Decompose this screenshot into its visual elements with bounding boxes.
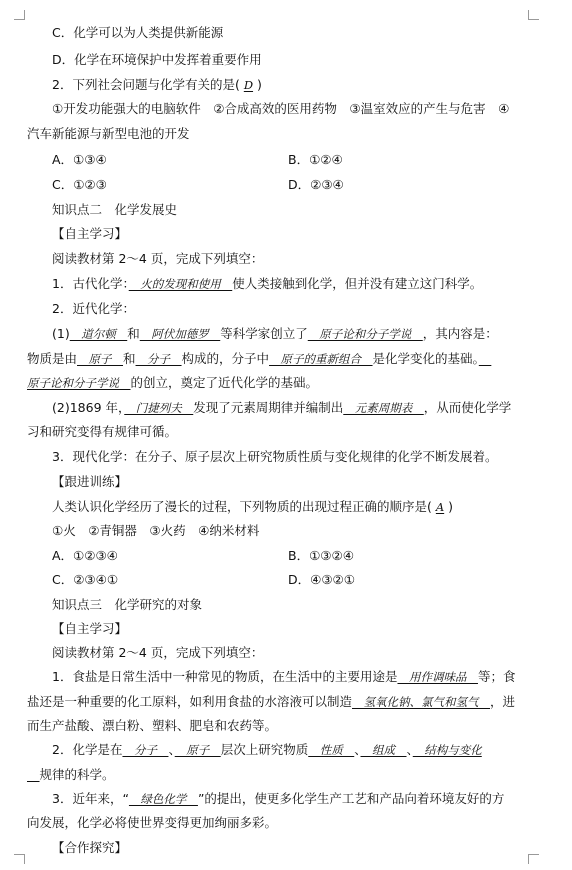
answer-blank: 原子 xyxy=(77,352,124,366)
choice-option: B．①③②④ xyxy=(288,548,354,563)
text-segment: 、 xyxy=(168,742,175,757)
text-segment: ) xyxy=(444,499,454,514)
answer-blank: 原子论和分子学说 xyxy=(307,327,423,341)
answer-blank: 分子 xyxy=(122,743,169,757)
text-segment: 1．食盐是日常生活中一种常见的物质，在生活中的主要用途是 xyxy=(52,669,398,684)
text-segment: C．①②③ xyxy=(52,177,107,192)
text-segment: ，其内容是： xyxy=(422,326,498,341)
text-line xyxy=(52,177,107,193)
text-line xyxy=(52,474,127,490)
text-line xyxy=(27,126,190,142)
text-segment: C．②③④① xyxy=(52,572,119,587)
text-segment: 【跟进训练】 xyxy=(52,474,128,489)
text-line xyxy=(52,840,127,856)
text-line xyxy=(52,25,223,41)
text-segment: 【合作探究】 xyxy=(52,840,128,855)
answer-blank: 结构与变化 xyxy=(412,743,482,757)
answer-blank: 性质 xyxy=(308,743,355,757)
text-line xyxy=(52,499,453,515)
text-line xyxy=(52,226,127,242)
text-line xyxy=(27,424,177,440)
text-segment: ”的提出，使更多化学生产工艺和产品向着环境友好的方 xyxy=(197,791,505,806)
text-line xyxy=(27,815,277,831)
answer-blank: 分子 xyxy=(135,352,182,366)
text-segment: 2．近代化学： xyxy=(52,301,135,316)
text-line xyxy=(52,645,263,661)
text-segment: 知识点二 化学发展史 xyxy=(52,202,178,217)
text-segment: ①火 ②青铜器 ③火药 ④纳米材料 xyxy=(52,523,260,538)
text-segment: D．化学在环境保护中发挥着重要作用 xyxy=(52,52,262,67)
text-line xyxy=(27,767,115,783)
text-segment: 物质是由 xyxy=(27,351,78,366)
text-segment: 和 xyxy=(127,326,140,341)
text-segment xyxy=(27,767,40,782)
text-line xyxy=(52,791,504,807)
text-line xyxy=(52,548,118,564)
text-segment: 层次上研究物质 xyxy=(220,742,309,757)
text-segment: 汽车新能源与新型电池的开发 xyxy=(27,126,190,141)
answer-blank: 组成 xyxy=(360,743,407,757)
text-segment: 是化学变化的基础。 xyxy=(372,351,479,366)
text-line xyxy=(52,400,511,416)
text-line xyxy=(27,375,318,391)
text-segment: 【自主学习】 xyxy=(52,226,128,241)
text-segment: A．①②③④ xyxy=(52,548,118,563)
answer-blank: 道尔顿 xyxy=(69,327,128,341)
text-line xyxy=(52,669,515,685)
text-segment: 知识点三 化学研究的对象 xyxy=(52,597,203,612)
answer-blank: 火的发现和使用 xyxy=(128,277,233,291)
text-segment: ①开发功能强大的电脑软件 ②合成高效的医用药物 ③温室效应的产生与危害 ④ xyxy=(52,101,510,116)
answer-blank: 阿伏加德罗 xyxy=(139,327,221,341)
answer-blank: 原子 xyxy=(174,743,221,757)
text-line xyxy=(52,301,135,317)
text-segment: 3．近年来，“ xyxy=(52,791,129,806)
text-segment: (1) xyxy=(52,326,70,341)
answer-blank: 原子的重新组合 xyxy=(269,352,373,366)
text-line xyxy=(52,202,177,218)
text-segment: 、 xyxy=(406,742,413,757)
text-line xyxy=(52,251,263,267)
answer-blank: 元素周期表 xyxy=(343,401,424,415)
text-segment: 而生产盐酸、漂白粉、塑料、肥皂和农药等。 xyxy=(27,718,278,733)
answer-blank: A xyxy=(435,500,445,514)
text-line xyxy=(27,718,277,734)
text-segment: 向发展，化学必将使世界变得更加绚丽多彩。 xyxy=(27,815,278,830)
text-line xyxy=(27,694,515,710)
text-segment: 使人类接触到化学，但并没有建立这门科学。 xyxy=(232,276,483,291)
text-line xyxy=(52,523,259,539)
text-line xyxy=(52,326,498,342)
text-segment: C．化学可以为人类提供新能源 xyxy=(52,25,224,40)
choice-option: D．②③④ xyxy=(288,177,344,192)
text-segment xyxy=(479,351,492,366)
answer-blank: D xyxy=(243,78,254,92)
text-segment: 、 xyxy=(354,742,361,757)
text-line xyxy=(52,52,262,68)
text-segment: 发现了元素周期律并编制出 xyxy=(193,400,344,415)
text-segment: 2．下列社会问题与化学有关的是( xyxy=(52,77,244,92)
text-line xyxy=(52,152,107,168)
answer-blank: 氢氧化钠、氯气和氢气 xyxy=(352,695,491,709)
text-segment: 构成的，分子中 xyxy=(181,351,270,366)
text-line xyxy=(52,101,509,117)
answer-blank: 门捷列夫 xyxy=(124,401,194,415)
text-segment: (2)1869 年， xyxy=(52,400,125,415)
text-segment: ，进 xyxy=(490,694,516,709)
text-segment: 3．现代化学：在分子、原子层次上研究物质性质与变化规律的化学不断发展着。 xyxy=(52,449,498,464)
text-line xyxy=(52,449,497,465)
choice-option: D．④③②① xyxy=(288,572,355,587)
text-line xyxy=(27,351,491,367)
text-segment: ) xyxy=(253,77,262,92)
text-segment: 等科学家创立了 xyxy=(220,326,308,341)
text-segment: 1．古代化学： xyxy=(52,276,129,291)
choice-option: B．①②④ xyxy=(288,152,343,167)
text-line xyxy=(52,276,482,292)
text-segment: 盐还是一种重要的化工原料，如利用食盐的水溶液可以制造 xyxy=(27,694,353,709)
text-line xyxy=(52,572,118,588)
text-segment: 规律的科学。 xyxy=(39,767,115,782)
text-segment: ，从而使化学学 xyxy=(423,400,512,415)
text-segment: 和 xyxy=(123,351,136,366)
text-segment: 阅读教材第 2～4 页，完成下列填空： xyxy=(52,251,264,266)
text-segment: 阅读教材第 2～4 页，完成下列填空： xyxy=(52,645,264,660)
answer-blank: 绿色化学 xyxy=(128,792,198,806)
text-segment: 的创立，奠定了近代化学的基础。 xyxy=(130,375,319,390)
text-segment: A．①③④ xyxy=(52,152,107,167)
text-line xyxy=(52,597,202,613)
text-segment: 2．化学是在 xyxy=(52,742,123,757)
text-segment: 习和研究变得有规律可循。 xyxy=(27,424,178,439)
text-segment: 人类认识化学经历了漫长的过程，下列物质的出现过程正确的顺序是( xyxy=(52,499,436,514)
text-line xyxy=(52,742,482,758)
text-segment: 【自主学习】 xyxy=(52,621,128,636)
text-line xyxy=(52,77,262,93)
answer-blank: 用作调味品 xyxy=(397,670,478,684)
text-segment: 等；食 xyxy=(477,669,516,684)
answer-blank: 原子论和分子学说 xyxy=(27,376,131,390)
text-line xyxy=(52,621,127,637)
